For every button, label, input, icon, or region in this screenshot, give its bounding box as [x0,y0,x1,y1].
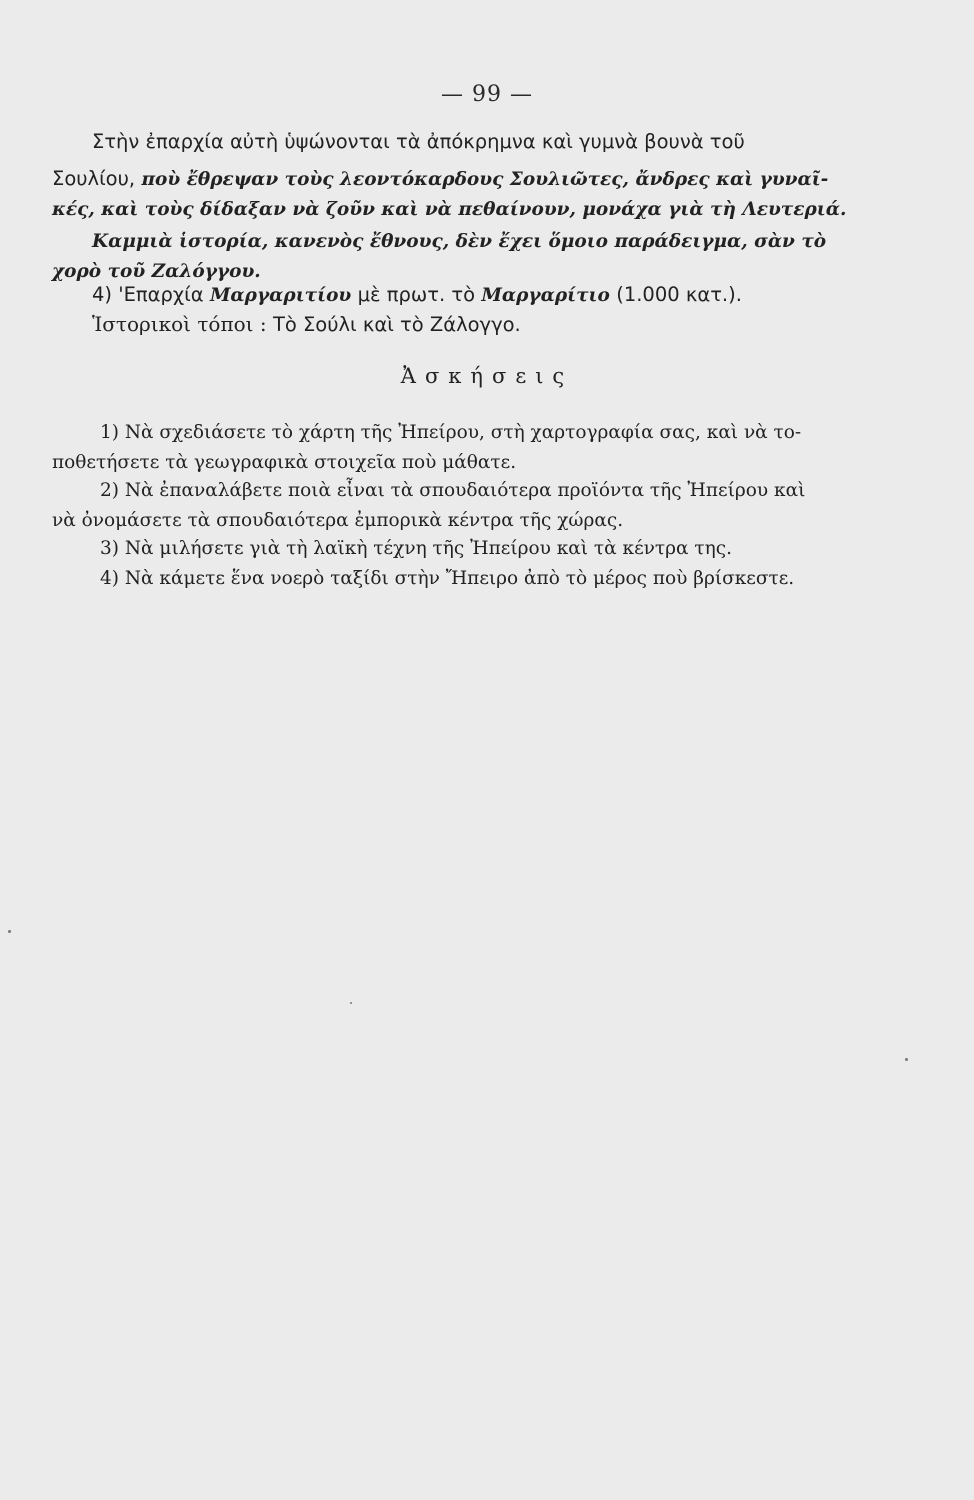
province-line [92,280,742,310]
province-middle: μὲ πρωτ. τὸ [357,283,476,306]
exercise-1-line-2: ποθετήσετε τὰ γεωγραφικὰ στοιχεῖα ποὺ μάθατε. [52,452,517,473]
paragraph-line-5: χορὸ τοῦ Ζαλόγγου. [52,261,261,282]
scan-speck [905,1058,908,1061]
paragraph-line-4: Καμμιὰ ἱστορία, κανενὸς ἔθνους, δὲν ἔχει ὅμοιο παράδειγμα, σὰν τὸ [92,231,827,252]
paragraph-line-3: κές, καὶ τοὺς δίδαξαν νὰ ζοῦν καὶ νὰ πεθαίνουν, μονάχα γιὰ τὴ Λευτεριά. [52,199,847,220]
exercise-3: 3) Νὰ μιλήσετε γιὰ τὴ λαϊκὴ τέχνη τῆς Ἠπείρου καὶ τὰ κέντρα της. [100,538,732,559]
scan-speck [8,930,11,933]
exercise-4: 4) Νὰ κάμετε ἕνα νοερὸ ταξίδι στὴν Ἤπειρο ἀπὸ τὸ μέρος ποὺ βρίσκεστε. [100,568,795,589]
historic-places-text: Τὸ Σούλι καὶ τὸ Ζάλογγο. [272,313,521,336]
province-prefix: 4) 'Επαρχία [92,283,204,306]
paragraph-line-2 [52,164,828,194]
exercise-1-line-1: 1) Νὰ σχεδιάσετε τὸ χάρτη τῆς Ἠπείρου, στὴ χαρτογραφία σας, καὶ νὰ το- [100,422,802,443]
scan-speck [350,1002,352,1004]
exercises-heading: Ἀσκήσεις [400,364,574,388]
page-number: — 99 — [441,82,533,107]
province-capital: Μαργαρίτιο [481,285,610,306]
historic-places-line [92,310,521,339]
province-name: Μαργαριτίου [209,285,352,306]
paragraph-line-2-italic: ποὺ ἔθρεψαν τοὺς λεοντόκαρδους Σουλιῶτες, ἄνδρες καὶ γυναῖ- [141,169,829,190]
paragraph-line-2-start: Σουλίου, [52,167,136,190]
historic-places-label: Ἱστορικοὶ τόποι : [92,312,267,336]
exercise-2-line-1: 2) Νὰ ἐπαναλάβετε ποιὰ εἶναι τὰ σπουδαιότερα προϊόντα τῆς Ἠπείρου καὶ [100,480,806,501]
paragraph-line-1: Στὴν ἐπαρχία αὐτὴ ὑψώνονται τὰ ἀπόκρημνα καὶ γυμνὰ βουνὰ τοῦ [92,130,745,153]
province-population: (1.000 κατ.). [616,283,742,306]
exercise-2-line-2: νὰ ὀνομάσετε τὰ σπουδαιότερα ἐμπορικὰ κέντρα τῆς χώρας. [52,510,624,531]
